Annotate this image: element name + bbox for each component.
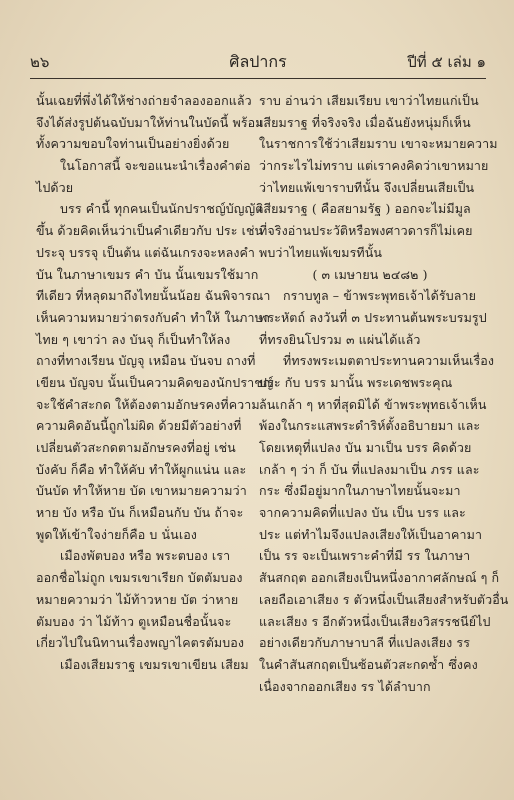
text-line: เปลี่ยนตัวสะกดตามอักษรคงที่อยู่ เช่น <box>36 440 236 455</box>
text-line: ทีเดียว ที่หลุดมาถึงไทยนั้นน้อย ฉันพิจารณา <box>36 288 271 304</box>
text-line: เสียมราฐ ที่จริงจริง เมื่อฉันยังหนุ่มก็เห็น <box>259 114 471 130</box>
text-line: พ้องในกระแสพระดำริห์ตั้งอธิบายมา และ <box>259 418 481 434</box>
text-line: ตัมบอง ว่า ไม้ท้าว ตูเหมือนชื่อนั้นจะ <box>36 613 232 629</box>
text-line: ล้นเกล้า ๆ หาที่สุดมิได้ ข้าพระพุทธเจ้าเห็น <box>259 396 487 412</box>
text-line: ไปด้วย <box>36 179 74 195</box>
text-line: เมืองเสียมราฐ เขมรเขาเขียน เสียม <box>60 656 249 672</box>
text-line: ไทย ๆ เขาว่า ลง บันจุ ก็เป็นทำให้ลง <box>36 331 231 347</box>
text-line: กราบทูล – ข้าพระพุทธเจ้าได้รับลาย <box>283 288 477 304</box>
issue-label: ปีที่ ๕ เล่ม ๑ <box>407 53 486 71</box>
text-line: ทั้งความขอบใจท่านเป็นอย่างยิ่งด้วย <box>36 136 230 152</box>
text-line: ขึ้น ด้วยคิดเห็นว่าเป็นคำเดียวกับ ประ เช่น <box>36 223 264 239</box>
text-line: เสียมราฐ ( คือสยามรัฐ ) ออกจะไม่มีมูล <box>259 201 471 217</box>
right-column <box>259 90 509 697</box>
text-line: พระหัตถ์ ลงวันที่ ๓ ประทานต้นพระบรมรูป <box>259 309 487 325</box>
text-line: หมายความว่า ไม้ท้าวหาย บัต ว่าหาย <box>36 591 239 607</box>
text-line: ที่จริงอ่านประวัติหรือพงศาวดารก็ไม่เคย <box>259 223 473 239</box>
text-line: ประ แต่ทำไมจึงแปลงเสียงให้เป็นอาคามา <box>259 526 483 542</box>
text-line: เห็นความหมายว่าตรงกับคำ ทำให้ ในภาษา <box>36 309 271 325</box>
text-line: บังคับ ก็คือ ทำให้คับ ทำให้ผูกแน่น และ <box>36 461 247 477</box>
journal-title: ศิลปากร <box>229 52 287 71</box>
text-line: ออกชื่อไม่ถูก เขมรเขาเรียก บัตตัมบอง <box>36 570 243 586</box>
text-line: บรร คำนี้ ทุกคนเป็นนักปราชญ์บัญญัติ <box>60 201 264 217</box>
header-rule <box>30 78 486 79</box>
text-line: เมืองพัตบอง หรือ พระตบอง เรา <box>60 548 231 564</box>
text-line: ราบ อ่านว่า เสียมเรียบ เขาว่าไทยแก่เป็น <box>259 93 479 108</box>
page-header <box>30 50 486 76</box>
text-line: กระ ซึ่งมีอยู่มากในภาษาไทยนั้นจะมา <box>259 483 461 499</box>
text-line: เกี่ยวไปในนิทานเรื่องพญาไคตรตัมบอง <box>36 635 245 651</box>
text-line: ที่ทรงพระเมตตาประทานความเห็นเรื่อง <box>283 353 495 369</box>
text-line: จากความคิดที่แปลง บัน เป็น บรร และ <box>259 505 466 521</box>
text-line: ว่ากระไรไม่ทราบ แต่เราคงคิดว่าเขาหมาย <box>259 158 489 174</box>
text-line: หาย บัง หรือ บัน ก็เหมือนกับ บัน ถ้าจะ <box>36 505 244 521</box>
text-line: ในโอกาสนี้ จะขอแนะนำเรื่องคำต่อ <box>60 158 251 174</box>
text-line: และเสียง ร อีกตัวหนึ่งเป็นเสียงวิสรรชนีย์ไป <box>259 613 491 629</box>
text-line: จึงได้ส่งรูปต้นฉบับมาให้ท่านในบัดนี้ พร้อม <box>36 114 264 130</box>
text-line: เกล้า ๆ ว่า ก็ บัน ที่แปลงมาเป็น ภรร และ <box>259 461 480 477</box>
text-line: จะใช้คำสะกด ให้ต้องตามอักษรคงที่ความ <box>36 396 260 412</box>
text-line: ในราชการใช้ว่าเสียมราบ เขาจะหมายความ <box>259 136 498 152</box>
text-line: บัน ในภาษาเขมร คำ บัน นั้นเขมรใช้มาก <box>36 266 259 282</box>
text-line: เขียน บัญจบ นั้นเป็นความคิดของนักปราชญ์ <box>36 374 274 390</box>
text-line: ประจุ บรรจุ เป็นต้น แต่ฉันเกรงจะหลงคำ <box>36 244 256 260</box>
text-line: พูดให้เข้าใจง่ายก็คือ บ นั่นเอง <box>36 526 198 542</box>
text-line: สันสกฤต ออกเสียงเป็นหนึ่งอากาศลักษณ์ ๆ ก็ <box>259 570 500 586</box>
text-line: ถางที่ทางเรียน บัญจุ เหมือน บันจบ ถางที่ <box>36 353 256 369</box>
page-number: ๒๖ <box>30 53 50 71</box>
text-line: ความคิดอันนี้ถูกไม่ผิด ด้วยมีตัวอย่างที่ <box>36 418 242 434</box>
text-line: เนื่องจากออกเสียง รร ได้ลำบาก <box>259 678 431 694</box>
text-line: พบว่าไทยแพ้เขมรทีนั้น <box>259 244 383 260</box>
text-line: โดยเหตุที่แปลง บัน มาเป็น บรร คิดด้วย <box>259 440 472 455</box>
text-line: อย่างเดียวกับภาษาบาลี ที่แปลงเสียง รร <box>259 635 471 651</box>
text-line: บันบัด ทำให้หาย บัด เขาหมายความว่า <box>36 483 247 499</box>
text-line: ( ๓ เมษายน ๒๔๘๒ ) <box>312 266 428 282</box>
text-line: ว่าไทยแพ้เขาราบทีนั้น จึงเปลี่ยนเสียเป็น <box>259 179 475 195</box>
text-line: นั้นเฉยที่พึ่งได้ให้ช่างถ่ายจำลองออกแล้ว <box>36 93 252 108</box>
text-line: ที่ทรงยินโปรวม ๓ แผ่นได้แล้ว <box>259 331 421 347</box>
text-line: เป็น รร จะเป็นเพราะคำที่มี รร ในภาษา <box>259 548 471 564</box>
text-line: ในคำสันสกฤตเป็นซ้อนตัวสะกดซ้ำ ซึ่งคง <box>259 656 478 672</box>
left-column <box>36 90 274 676</box>
text-line: ประ กับ บรร มานั้น พระเดชพระคุณ <box>259 374 453 390</box>
text-line: เลยถือเอาเสียง ร ตัวหนึ่งเป็นเสียงสำหรับตัวอื่น <box>259 591 509 607</box>
